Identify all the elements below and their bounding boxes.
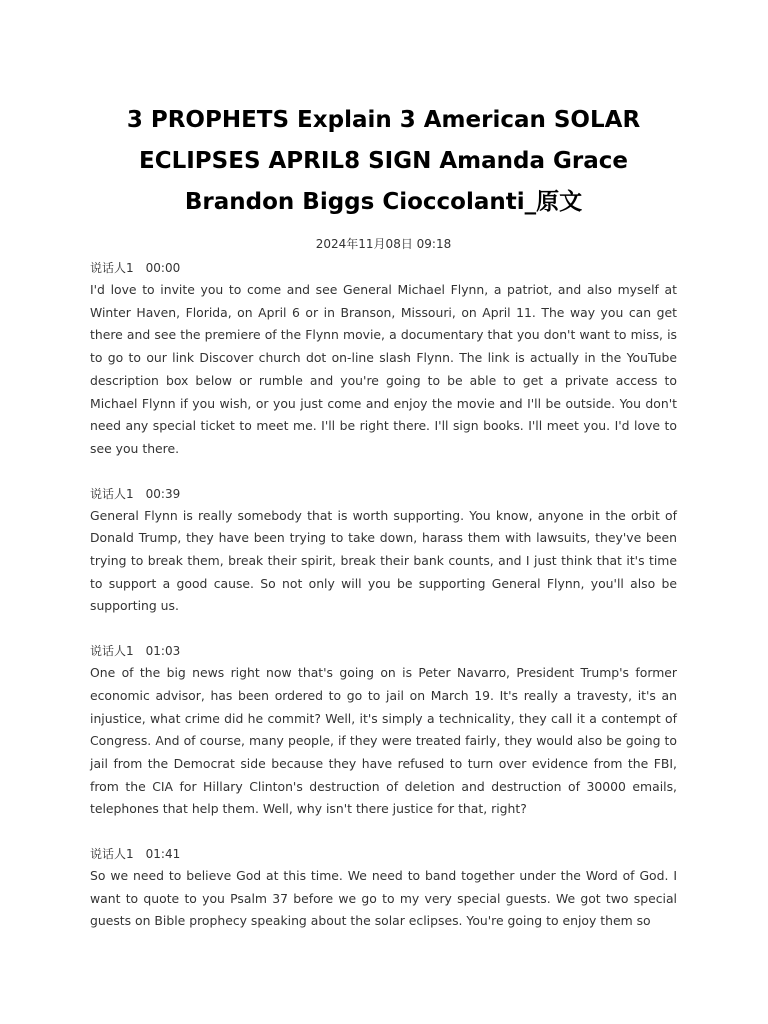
timestamp: 00:39 <box>145 486 181 501</box>
transcript-text: General Flynn is really somebody that is worth supporting. You know, anyone in the orbit of Donald Trump, they have been trying to take down, harass them with lawsuits, they've been trying to break them, break their spirit, break their bank counts, and I just think that it's time to support a good cause. So not only will you be supporting General Flynn, you'll also be supporting us. <box>90 507 677 614</box>
timestamp: 01:41 <box>145 847 181 862</box>
entry-meta <box>90 257 677 279</box>
entry-meta <box>90 640 677 662</box>
transcript-entry <box>90 640 677 821</box>
transcript-text: I'd love to invite you to come and see General Michael Flynn, a patriot, and also myself at Winter Haven, Florida, on April 6 or in Branson, Missouri, on April 11. The way you can get there and see the premiere of the Flynn movie, a documentary that you don't want to miss, is to go to our link Discover church dot on-line slash Flynn. The link is actually in the YouTube description box below or rumble and you're going to be able to get a private access to Michael Flynn if you wish, or you just come and enjoy the movie and I'll be outside. You don't need any special ticket to meet me. I'll be right there. I'll sign books. I'll meet you. I'd love to see you there. <box>90 282 677 456</box>
entry-meta <box>90 843 677 865</box>
transcript-text: One of the big news right now that's going on is Peter Navarro, President Trump's former economic advisor, has been ordered to go to jail on March 19. It's really a travesty, it's an injustice, what crime did he commit? Well, it's simply a technicality, they call it a contempt of Congress. And of course, many people, if they were treated fairly, they would also be going to jail from the Democrat side because they have refused to turn over evidence from the FBI, from the CIA for Hillary Clinton's destruction of deletion and destruction of 30000 emails, telephones that help them. Well, why isn't there justice for that, right? <box>90 665 677 817</box>
transcript-entry <box>90 483 677 619</box>
timestamp: 00:00 <box>145 261 181 275</box>
transcript-entry <box>90 843 677 933</box>
transcript-entry <box>90 257 677 461</box>
document-date: 2024年11月08日 09:18 <box>315 237 452 251</box>
document-page <box>90 100 677 955</box>
speaker-label: 说话人1 <box>90 261 134 275</box>
transcript-text: So we need to believe God at this time. We need to band together under the Word of God. I want to quote to you Psalm 37 before we go to my very special guests. We got two special guests on Bible prophecy speaking about the solar eclipses. You're going to enjoy them so <box>90 868 677 929</box>
speaker-label: 说话人1 <box>90 847 134 862</box>
entry-meta <box>90 483 677 505</box>
timestamp: 01:03 <box>145 644 181 659</box>
speaker-label: 说话人1 <box>90 486 134 501</box>
document-title: 3 PROPHETS Explain 3 American SOLAR ECLIPSES APRIL8 SIGN Amanda Grace Brandon Biggs Cioccolanti_原文 <box>126 107 641 215</box>
speaker-label: 说话人1 <box>90 644 134 659</box>
